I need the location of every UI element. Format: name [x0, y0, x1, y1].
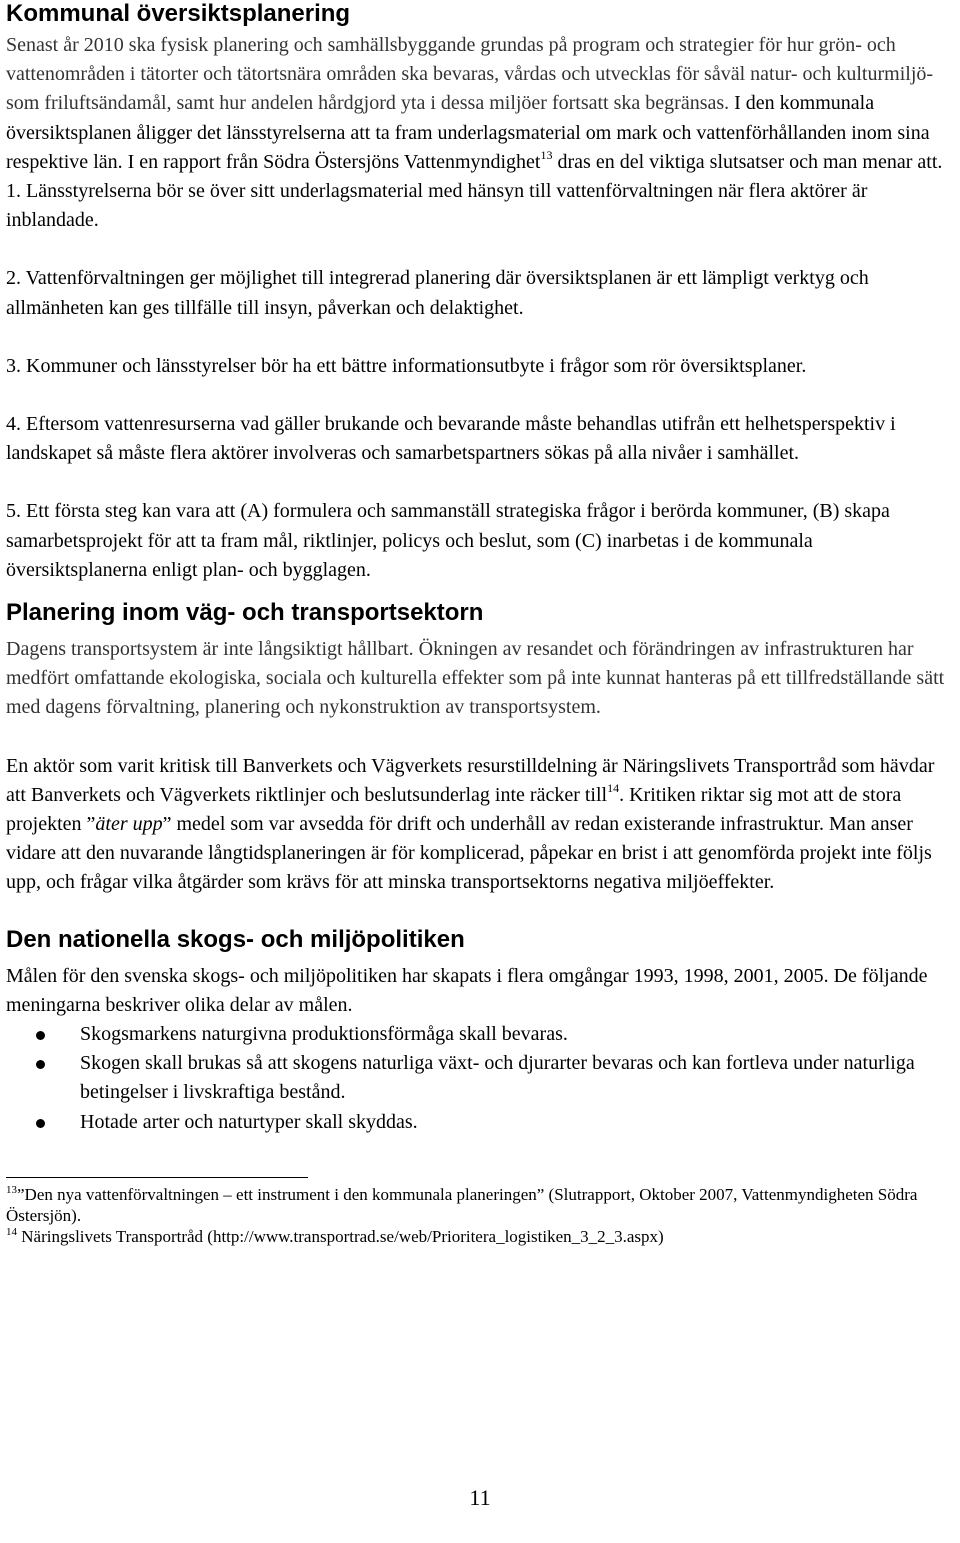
footnote-ref-14[interactable]: 14: [607, 780, 620, 795]
document-page: [6, 0, 950, 1247]
spacer: [6, 468, 950, 497]
spacer: [6, 323, 950, 352]
transport-text-c: ” medel som var avsedda för drift och underhåll av redan existerande infrastruktur. Man anser vidare att den nuvarande långtidsplaneringen är för komplicerad, påpekar en brist i att genomförda projekt inte följs upp, och frågar vilka åtgärder som krävs för att minska transportsektorns negativa miljöeffekter.: [6, 813, 932, 894]
footnote-number: 13: [6, 1183, 17, 1196]
footnote-ref-13[interactable]: 13: [540, 147, 553, 162]
paragraph-transport-1: Dagens transportsystem är inte långsiktigt hållbart. Ökningen av resandet och förändringen av infrastrukturen har medfört omfattande ekologiska, sociala och kulturella effekter som på inte kunnat hanteras på ett tillfredställande sätt med dagens förvaltning, planering och nykonstruktion av transportsystem.: [6, 638, 945, 719]
transport-text-b: . Kritiken riktar sig mot att de stora projekten ”: [6, 783, 902, 836]
bullet-text: Skogsmarkens naturgivna produktionsförmåga skall bevaras.: [80, 1023, 568, 1046]
section-heading-skog: Den nationella skogs- och miljöpolitiken: [6, 925, 465, 953]
bullet-list: [6, 1020, 950, 1137]
footnote-text: Näringslivets Transportråd (http://www.transportrad.se/web/Prioritera_logistiken_3_2_3.aspx): [17, 1226, 664, 1246]
footnote-divider: [6, 1177, 308, 1178]
page-number: 11: [469, 1485, 491, 1510]
transport-text-a: En aktör som varit kritisk till Banverkets och Vägverkets resurstilldelning är Näringslivets Transportråd som hävdar att Banverkets och Vägverkets riktlinjer och beslutsunderlag inte räcker till: [6, 754, 935, 806]
list-point-3: 3. Kommuner och länsstyrelser bör ha ett bättre informationsutbyte i frågor som rör översiktsplaner.: [6, 354, 807, 377]
intro-sentence-grey: Senast år 2010 ska fysisk planering och samhällsbyggande grundas på program och strategier för hur grön- och vattenområden i tätorter och tätortsnära områden ska bevaras, vårdas och utvecklas för såväl natur- och kulturmiljö- som friluftsändamål, samt hur andelen hårdgjord yta i dessa miljöer fortsatt ska begränsas.: [6, 34, 934, 115]
footnote-text: ”Den nya vattenförvaltningen – ett instrument i den kommunala planeringen” (Slutrapport, Oktober 2007, Vattenmyndigheten Södra Östersjön).: [6, 1184, 918, 1225]
list-item: [6, 1049, 950, 1107]
list-point-4: 4. Eftersom vattenresurserna vad gäller brukande och bevarande måste behandlas utifrån ett helhetsperspektiv i landskapet så måste flera aktörer involveras och samarbetspartners sökas på alla nivåer i samhället.: [6, 413, 896, 465]
bullet-icon: [36, 1119, 45, 1128]
transport-emphasis: äter upp: [95, 813, 163, 836]
footnote-number: 14: [6, 1225, 17, 1238]
spacer: [6, 723, 950, 752]
paragraph-intro: [6, 31, 950, 177]
bullet-text: Skogen skall brukas så att skogens naturliga växt- och djurarter bevaras och kan fortleva under naturliga betingelser i livskraftiga bestånd.: [80, 1052, 915, 1104]
spacer: [6, 235, 950, 264]
paragraph-skog: Målen för den svenska skogs- och miljöpolitiken har skapats i flera omgångar 1993, 1998, 2001, 2005. De följande meningarna beskriver olika delar av målen.: [6, 964, 928, 1016]
section-heading-kommunal: Kommunal översiktsplanering: [6, 0, 351, 27]
footnote-14: [6, 1226, 950, 1247]
section-heading-transport: Planering inom väg- och transportsektorn: [6, 599, 484, 627]
footnote-13: [6, 1184, 950, 1226]
list-item: [6, 1108, 950, 1137]
list-item: [6, 1020, 950, 1049]
spacer: [6, 381, 950, 410]
bullet-text: Hotade arter och naturtyper skall skyddas.: [80, 1110, 418, 1133]
bullet-icon: [36, 1060, 45, 1069]
intro-sentence-end: dras en del viktiga slutsatser och man menar att.: [552, 150, 943, 173]
paragraph-transport-2: [6, 752, 950, 898]
list-point-2: 2. Vattenförvaltningen ger möjlighet till integrerad planering där översiktsplanen är ett lämpligt verktyg och allmänheten kan ges tillfälle till insyn, påverkan och delaktighet.: [6, 267, 869, 319]
list-point-5: 5. Ett första steg kan vara att (A) formulera och sammanställ strategiska frågor i berörda kommuner, (B) skapa samarbetsprojekt för att ta fram mål, riktlinjer, policys och beslut, som (C) inarbetas i de kommunala översiktsplanerna enligt plan- och bygglagen.: [6, 500, 890, 581]
bullet-icon: [36, 1031, 45, 1040]
intro-sentence: I den kommunala översiktsplanen åligger det länsstyrelserna att ta fram underlagsmaterial om mark och vattenförhållanden inom sina respektive län. I en rapport från Södra Östersjöns Vattenmyndighet: [6, 92, 930, 173]
list-point-1: 1. Länsstyrelserna bör se över sitt underlagsmaterial med hänsyn till vattenförvaltningen när flera aktörer är inblandade.: [6, 180, 868, 232]
